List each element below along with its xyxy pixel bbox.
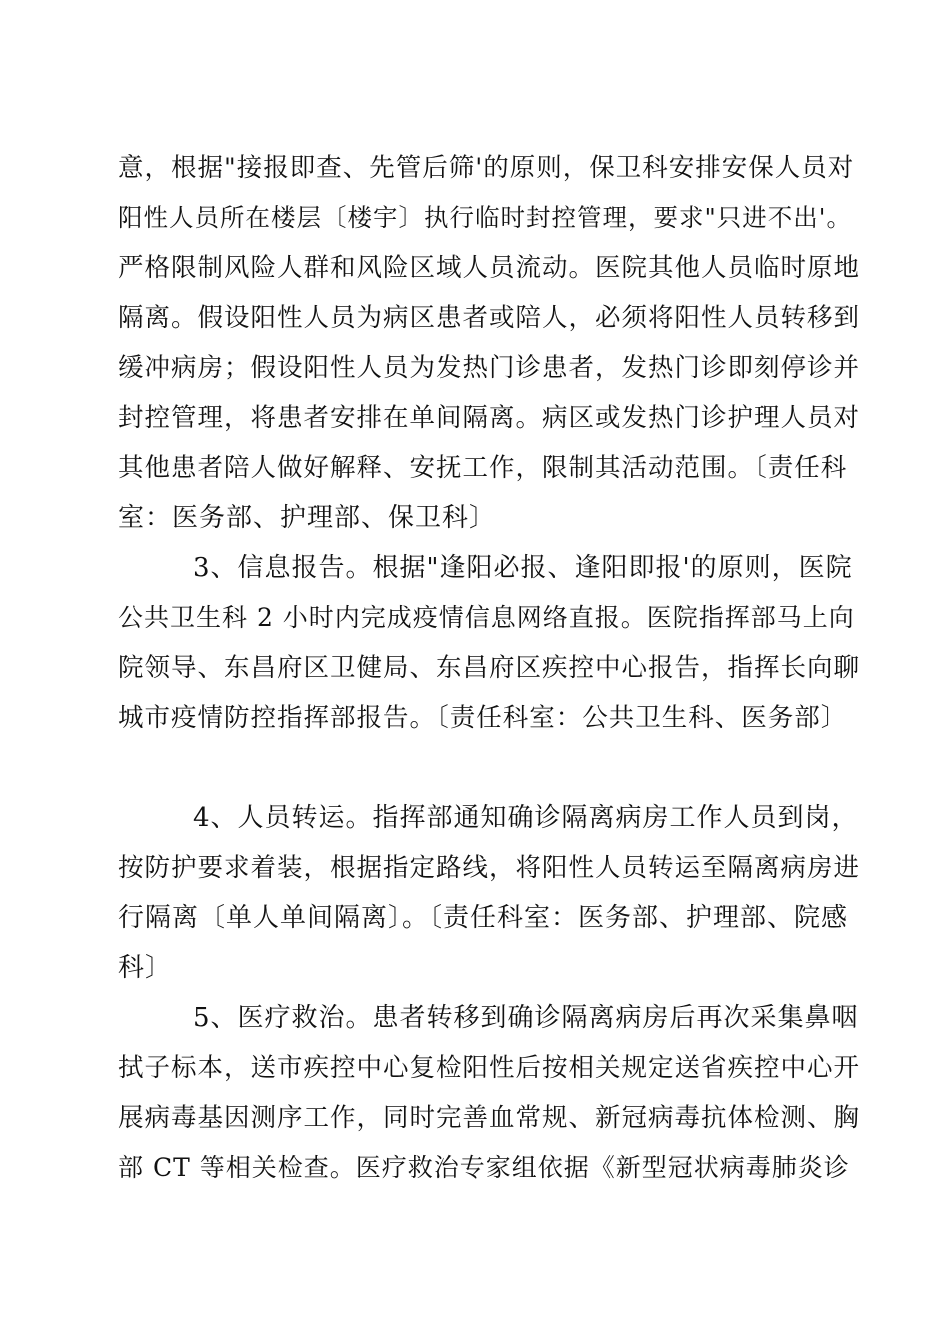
text-line: 缓冲病房；假设阳性人员为发热门诊患者，发热门诊即刻停诊并 (118, 353, 861, 383)
text-line: 室：医务部、护理部、保卫科〕 (118, 503, 497, 533)
text-line: 其他患者陪人做好解释、安抚工作，限制其活动范围。〔责任科 (118, 453, 848, 483)
text-line: 按防护要求着装，根据指定路线，将阳性人员转运至隔离病房进 (118, 853, 861, 883)
text-line: 公共卫生科 2 小时内完成疫情信息网络直报。医院指挥部马上向 (118, 603, 855, 632)
text-line: 拭子标本，送市疾控中心复检阳性后按相关规定送省疾控中心开 (118, 1053, 861, 1083)
text-line: 部 CT 等相关检查。医疗救治专家组依据《新型冠状病毒肺炎诊 (118, 1153, 850, 1182)
text-line: 科〕 (118, 953, 173, 983)
text-line: 院领导、东昌府区卫健局、东昌府区疾控中心报告，指挥长向聊 (118, 653, 861, 683)
text-line: 严格限制风险人群和风险区域人员流动。医院其他人员临时原地 (118, 253, 861, 283)
text-line: 封控管理，将患者安排在单间隔离。病区或发热门诊护理人员对 (118, 403, 861, 433)
section-heading-line: 5、医疗救治。患者转移到确诊隔离病房后再次采集鼻咽 (193, 1003, 859, 1033)
text-line: 展病毒基因测序工作，同时完善血常规、新冠病毒抗体检测、胸 (118, 1103, 861, 1133)
text-line: 意，根据"接报即查、先管后筛'的原则，保卫科安排安保人员对 (118, 153, 855, 183)
text-line: 隔离。假设阳性人员为病区患者或陪人，必须将阳性人员转移到 (118, 303, 861, 333)
section-heading-line: 4、人员转运。指挥部通知确诊隔离病房工作人员到岗， (193, 803, 859, 833)
text-line: 城市疫情防控指挥部报告。〔责任科室：公共卫生科、医务部〕 (118, 703, 848, 733)
text-line: 阳性人员所在楼层〔楼宇〕执行临时封控管理，要求"只进不出'。 (118, 203, 853, 232)
section-heading-line: 3、信息报告。根据"逢阳必报、逢阳即报'的原则，医院 (193, 553, 853, 583)
text-line: 行隔离〔单人单间隔离〕。〔责任科室：医务部、护理部、院感 (118, 903, 849, 933)
